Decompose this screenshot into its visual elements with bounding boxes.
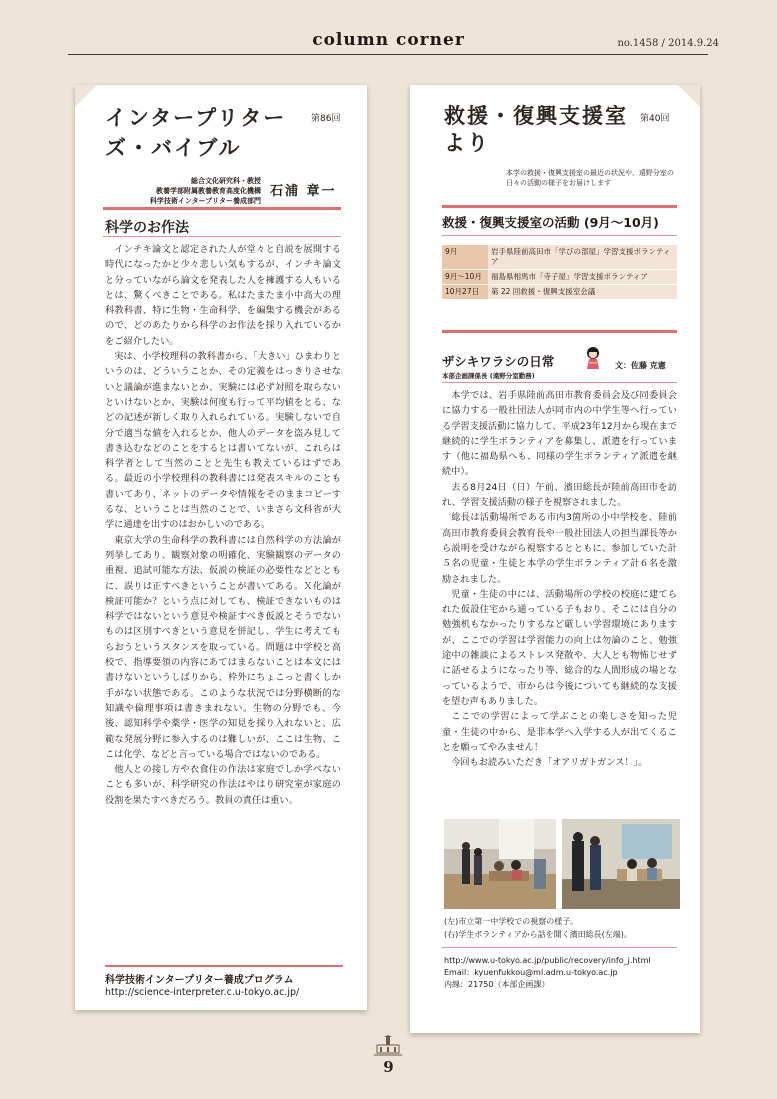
author-name: 石浦 章一 [270,184,337,199]
corner-fold [678,85,700,107]
footer-rule [442,947,677,948]
section-underline [103,236,341,237]
zashiki-doll-icon [583,345,603,369]
issue-number: no.1458 / 2014.9.24 [617,38,719,49]
right-column-title: 救援・復興支援室より [444,104,628,155]
right-column-card [410,85,700,1033]
right-article-body: 本学では、岩手県陸前高田市教育委員会及び同委員会に協力する一般社団法人が同市内の中学生等へ行っている学習支援活動に協力して、平成23年12月から現在まで継続的に学生ボランティアを募集し、派遣を行っています（他に福島県へも、同様の学生ボランティア派遣を継続中）。 去る8月24日（日）午前、濱田総長が陸前高田市を訪れ、学習支援活動の様子を視察されました。 総長は活動場所である市内3箇所の小中学校を、陸前高田市教育委員会教育長や一般社団法人の担当課長等から説明を受けながら視察するとともに、参加していた計５名の児童・生徒と本学の学生ボランティア計６名を激励されました。 児童・生徒の中には、活動場所の学校の校庭に建てられた仮設住宅から通っている子もおり、そこには自分の勉強机もなかったりするなど厳しい学習環境にありますが、ここでの学習は学習能力の向上は勿論のこと、勉強途中の雑談によるストレス発散や、大人とも物怖じせずに話せるようになったり等、総合的な人間形成の場となっているようで、市からは今後についても継続的な支援を望む声もありました。 ここでの学習によって学ぶことの楽しさを知った児童・生徒の中から、是非本学へ入学する人が出てくることを願ってやみません！ 今回もお読みいただき「オアリガトガンス！」。 [442,390,677,769]
recovery-url[interactable]: http://www.u-tokyo.ac.jp/public/recovery/info_j.html [444,956,651,965]
left-column-title: インタープリターズ・バイブル [105,106,287,160]
corner-fold [75,85,97,107]
author-affiliation: 総合文化研究科・教授 教養学部附属教養教育高度化機構 科学技術インタープリター養成部門 [149,177,261,205]
extension-number: 内線：21750（本部企画課） [444,980,550,989]
activity-table [442,245,677,300]
activity-underline [442,235,677,236]
column-subtitle: 本学の救援・復興支援室の最近の状況や、遠野分室の日々の活動の様子をお届けします [506,169,674,187]
author-position: 本部企画課係長 (遠野分室勤務) [442,372,535,380]
yasuda-auditorium-logo-icon [374,1035,402,1057]
table-bottom-rule [442,330,677,333]
zashiki-title: ザシキワラシの日常 [442,354,555,369]
activity-date: 10月27日 [442,285,488,300]
left-article-body: インチキ論文と認定された人が堂々と自説を展開する時代になったかと少々悲しい気もするが、インチキ論文と分っていながら論文を発表した人を擁護する人もいるとは、驚くべきことである。私はたまたま小中高大の理科教科書、特に生物・生命科学、を編集する機会があるので、どのあたりから科学のお作法を採り入れているかをご紹介したい。 実は、小学校理科の教科書から、「大きい」ひまわりというのは、どういうことか、その定義をはっきりさせないと議論が進まないとか、実験には必ず対照を取らないといけないとか、実験は何度も行って平均値をとる、などの記述が新しく取り入れられている。実験しないで自分で適当な値を入れるとか、他人のデータを盗み見して書き込むなどのことをするとは書いてないが、これらは科学者として当然のことと先生も教えているはずである。最近の小学校理科の教科書には発表スキルのことも書いてあり、ネットのデータや情報をそのままコピーするな、ということは当然のことで、いまさら文科省が大学に通達を出すのはおかしいのである。 東京大学の生命科学の教科書には自然科学の方法論が列挙してあり、観察対象の明確化、実験観察のデータの重視、追試可能な方法、仮説の検証の必要性などとともに、誤りは正すべきということが書いてある。Ｘ化論が検証可能か？という点に対しても、検証できないものは科学ではないという意見や検証すべき仮説とそうでないものは区別すべきという意見を併記し、学生に考えてもらおうというスタンスを取っている。問題は中学校と高校で、指導要領の内容にあてはまらないことは本文には書けないというしばりから、枠外にちょこっと書くしか手がない状態である。このような状況では分野横断的な知識や倫理事項は書きまれない。生物の分野でも、今後、認知科学や薬学・医学の知見を採り入れないと、広範な発展分野に参入するのは難しいが、ここは生物、ここは化学、などと言っている場合ではないのである。 他人との接し方や衣食住の作法は家庭でしか学べないことも多いが、科学研究の作法はやはり研究室が家庭の役割を果たすべきだろう。教員の責任は重い。 [105,244,341,806]
contact-email[interactable]: Email：kyuenfukkou@ml.adm.u-tokyo.ac.jp [444,968,618,977]
photo-caption: (左)市立第一中学校での視察の様子。 (右)学生ボランティアから話を聞く濱田総長(左端)。 [444,917,632,939]
left-column-card [75,85,367,1010]
contact-info [444,955,651,991]
table-row [442,285,677,300]
page-number: 9 [383,1058,394,1076]
activity-date: 9月～10月 [442,270,488,285]
activity-text: 福島県相馬市「寺子屋」学習支援ボランティア [488,270,677,285]
header-rule [68,54,708,55]
article-byline: 文：佐藤 克憲 [615,361,666,370]
footer-rule [105,965,343,967]
section-title: 科学のお作法 [105,220,189,236]
activity-text: 第 22 回救援・復興支援室会議 [488,285,677,300]
activity-text: 岩手県陸前高田市「学びの部屋」学習支援ボランティア [488,245,677,270]
left-episode: 第86回 [311,114,341,124]
table-row [442,270,677,285]
photo-classroom-left [444,819,556,909]
right-episode: 第40回 [640,114,670,124]
section-rule [103,207,341,210]
program-url[interactable]: http://science-interpreter.c.u-tokyo.ac.jp/ [105,987,300,998]
section-rule [442,205,677,208]
program-name: 科学技術インタープリター養成プログラム [105,975,294,986]
zashiki-underline [442,382,677,383]
photo-classroom-right [562,819,680,909]
activity-date: 9月 [442,245,488,270]
header-title: column corner [312,30,465,50]
table-row [442,245,677,270]
activity-title: 救援・復興支援室の活動 (9月～10月) [442,215,659,230]
